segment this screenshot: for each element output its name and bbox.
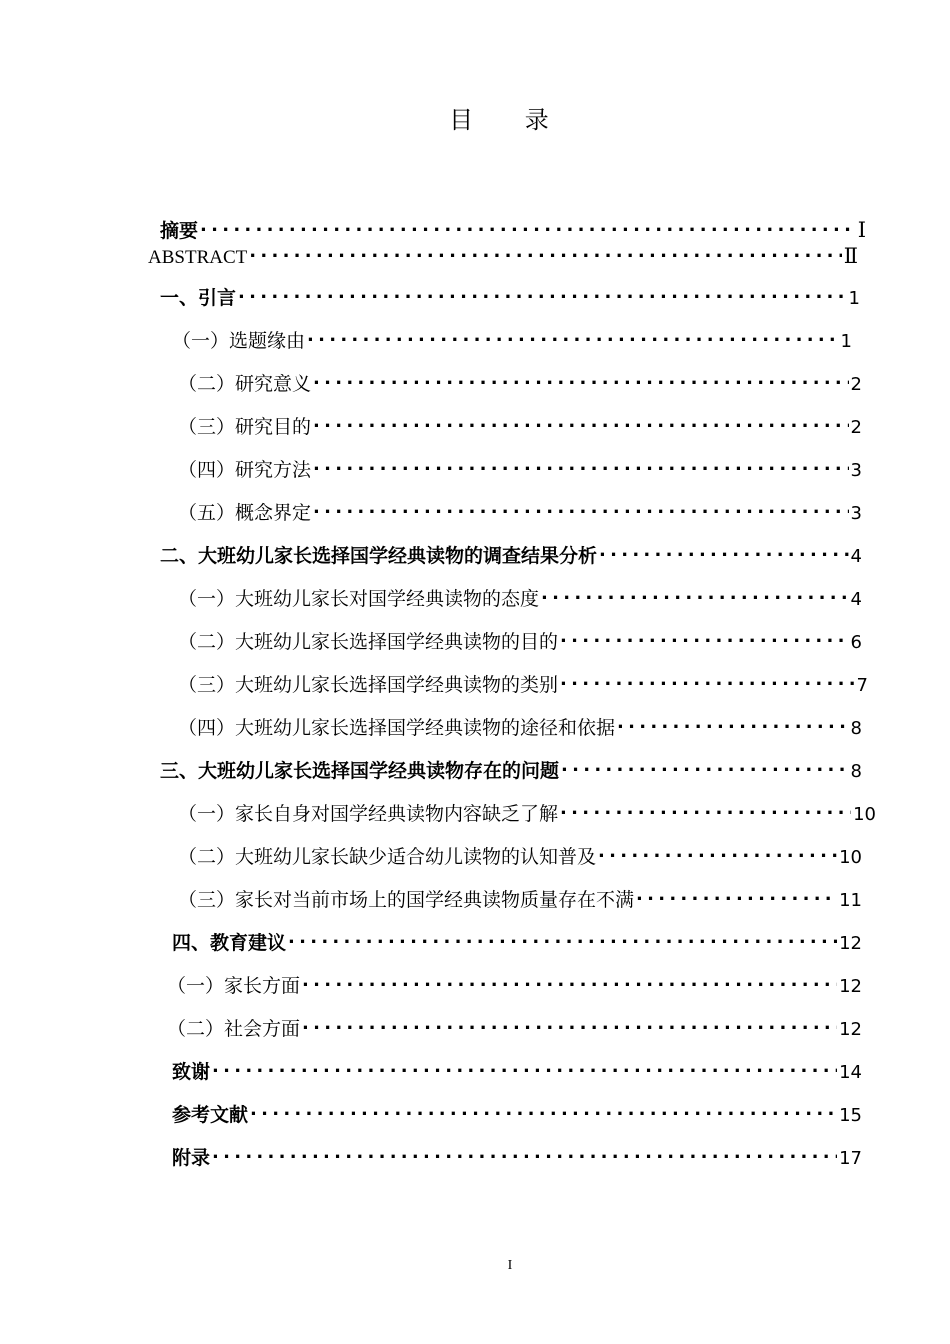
- toc-entry-abstract-cn[interactable]: [160, 216, 866, 244]
- toc-entry-label: （一）家长自身对国学经典读物内容缺乏了解: [178, 803, 559, 825]
- toc-entry-page: Ⅱ: [843, 244, 858, 268]
- toc-entry-3-3[interactable]: [178, 885, 862, 913]
- dot-leader: [200, 217, 856, 237]
- toc-entry-label: 摘要: [160, 220, 199, 242]
- dot-leader: [302, 1015, 837, 1035]
- dot-leader: [560, 800, 851, 820]
- toc-entry-3-1[interactable]: [178, 799, 876, 827]
- toc-entry-2-4[interactable]: [178, 713, 862, 741]
- dot-leader: [598, 843, 837, 863]
- toc-entry-2-1[interactable]: [178, 584, 862, 612]
- toc-entry-label: （一）大班幼儿家长对国学经典读物的态度: [178, 588, 540, 610]
- toc-entry-page: 15: [839, 1105, 862, 1126]
- toc-entry-label: 参考文献: [172, 1104, 249, 1126]
- dot-leader: [302, 972, 837, 992]
- toc-entry-3-2[interactable]: [178, 842, 862, 870]
- toc-entry-label: 致谢: [172, 1061, 211, 1083]
- toc-entry-ch2[interactable]: [160, 541, 862, 569]
- toc-entry-label: （四）大班幼儿家长选择国学经典读物的途径和依据: [178, 717, 616, 739]
- toc-entry-appendix[interactable]: [172, 1143, 862, 1171]
- toc-entry-page: 3: [850, 460, 862, 481]
- dot-leader: [313, 370, 849, 390]
- toc-entry-4-1[interactable]: [167, 971, 862, 999]
- toc-entry-page: 10: [853, 804, 876, 825]
- toc-entry-page: 12: [839, 933, 862, 954]
- page-number: I: [507, 1258, 513, 1273]
- dot-leader: [561, 757, 849, 777]
- toc-entry-references[interactable]: [172, 1100, 862, 1128]
- toc-entry-label: （三）家长对当前市场上的国学经典读物质量存在不满: [178, 889, 635, 911]
- toc-entry-acknowledgement[interactable]: [172, 1057, 862, 1085]
- toc-entry-label: 三、大班幼儿家长选择国学经典读物存在的问题: [160, 760, 560, 782]
- dot-leader: [636, 886, 837, 906]
- dot-leader: [288, 929, 837, 949]
- dot-leader: [249, 243, 841, 263]
- toc-entry-page: 12: [839, 1019, 862, 1040]
- toc-entry-4-2[interactable]: [167, 1014, 862, 1042]
- dot-leader: [313, 456, 849, 476]
- toc-entry-label: （四）研究方法: [178, 459, 312, 481]
- toc-entry-page: 17: [839, 1148, 862, 1169]
- dot-leader: [212, 1058, 837, 1078]
- toc-entry-page: 8: [850, 761, 862, 782]
- toc-entry-label: 附录: [172, 1147, 211, 1169]
- toc-entry-2-3[interactable]: [178, 670, 868, 698]
- dot-leader: [313, 413, 849, 433]
- toc-entry-label: （一）选题缘由: [172, 330, 306, 352]
- toc-entry-abstract-en[interactable]: [148, 243, 858, 271]
- toc-entry-label: （五）概念界定: [178, 502, 312, 524]
- dot-leader: [307, 327, 839, 347]
- toc-entry-1-4[interactable]: [178, 455, 862, 483]
- toc-entry-page: 4: [850, 546, 862, 567]
- toc-entry-label: （二）研究意义: [178, 373, 312, 395]
- dot-leader: [599, 542, 849, 562]
- dot-leader: [560, 671, 855, 691]
- toc-entry-page: 6: [850, 632, 862, 653]
- toc-entry-label: （二）大班幼儿家长缺少适合幼儿读物的认知普及: [178, 846, 597, 868]
- toc-entry-page: 2: [850, 374, 862, 395]
- toc-entry-1-1[interactable]: [172, 326, 852, 354]
- page-title: 目 录: [449, 106, 571, 134]
- toc-entry-label: ABSTRACT: [148, 247, 248, 268]
- toc-entry-page: 1: [840, 331, 852, 352]
- toc-entry-1-3[interactable]: [178, 412, 862, 440]
- dot-leader: [617, 714, 849, 734]
- toc-entry-2-2[interactable]: [178, 627, 862, 655]
- toc-entry-label: （二）社会方面: [167, 1018, 301, 1040]
- dot-leader: [250, 1101, 837, 1121]
- toc-entry-page: 7: [856, 675, 868, 696]
- toc-entry-page: 1: [848, 288, 860, 309]
- toc-entry-page: Ⅰ: [857, 218, 866, 242]
- toc-entry-page: 14: [839, 1062, 862, 1083]
- toc-entry-page: 10: [839, 847, 862, 868]
- toc-entry-1-2[interactable]: [178, 369, 862, 397]
- toc-entry-page: 4: [850, 589, 862, 610]
- dot-leader: [238, 284, 847, 304]
- toc-entry-label: （三）研究目的: [178, 416, 312, 438]
- toc-entry-page: 2: [850, 417, 862, 438]
- toc-entry-ch1[interactable]: [160, 283, 860, 311]
- toc-entry-ch3[interactable]: [160, 756, 862, 784]
- toc-entry-1-5[interactable]: [178, 498, 862, 526]
- toc-entry-label: 四、教育建议: [172, 932, 287, 954]
- toc-entry-page: 3: [850, 503, 862, 524]
- toc-entry-label: 一、引言: [160, 287, 237, 309]
- toc-entry-page: 11: [839, 890, 862, 911]
- toc-entry-label: （一）家长方面: [167, 975, 301, 997]
- dot-leader: [560, 628, 849, 648]
- toc-entry-label: （三）大班幼儿家长选择国学经典读物的类别: [178, 674, 559, 696]
- toc-entry-page: 12: [839, 976, 862, 997]
- toc-entry-label: （二）大班幼儿家长选择国学经典读物的目的: [178, 631, 559, 653]
- dot-leader: [212, 1144, 837, 1164]
- dot-leader: [313, 499, 849, 519]
- toc-entry-ch4[interactable]: [172, 928, 862, 956]
- dot-leader: [541, 585, 849, 605]
- toc-entry-label: 二、大班幼儿家长选择国学经典读物的调查结果分析: [160, 545, 598, 567]
- toc-entry-page: 8: [850, 718, 862, 739]
